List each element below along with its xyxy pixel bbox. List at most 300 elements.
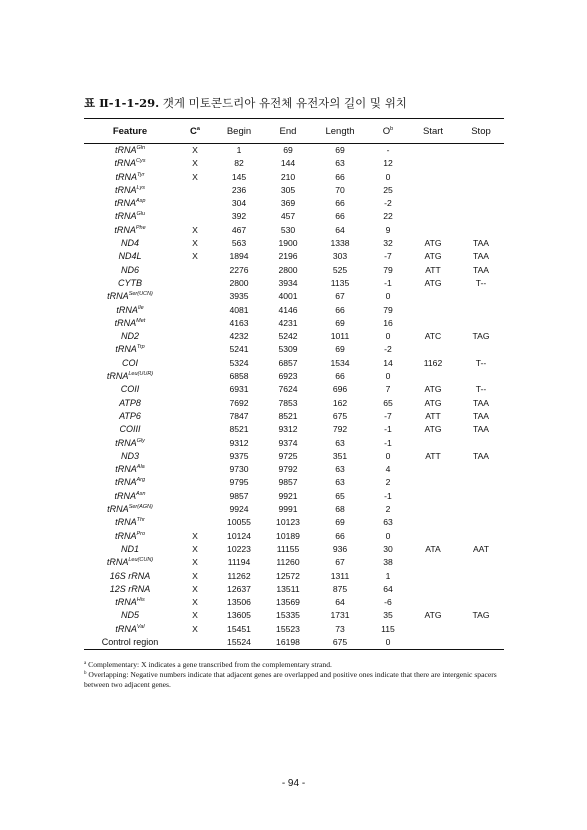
cell-length: 162 (332, 397, 348, 408)
cell-end: 144 (280, 158, 296, 169)
cell-end: 4001 (278, 291, 298, 302)
cell-stop (458, 184, 504, 197)
cell-stop (458, 636, 504, 649)
table-row (84, 184, 504, 197)
cell-o: -7 (384, 410, 392, 421)
cell-start (408, 596, 458, 609)
cell-length: 67 (335, 557, 345, 568)
table-row (84, 596, 504, 609)
cell-length: 936 (332, 543, 348, 554)
footnote-a: $^a$ Complementary: X indicates a gene transcribed from the complementary strand. (84, 660, 332, 669)
cell-stop (458, 583, 504, 596)
cell-begin: 145 (231, 171, 247, 182)
cell-start (408, 224, 458, 237)
cell-begin: 6858 (229, 371, 249, 382)
cell-c: X (192, 171, 198, 182)
cell-end: 10189 (276, 530, 300, 541)
cell-feature: Control region (101, 636, 159, 647)
header-end: End (279, 125, 297, 137)
cell-length: 65 (335, 490, 345, 501)
cell-o: -1 (384, 277, 392, 288)
table-body (84, 144, 504, 650)
cell-o: -2 (384, 198, 392, 209)
cell-c (176, 437, 214, 450)
cell-feature: 12S rRNA (109, 583, 151, 594)
cell-feature: tRNA$^{Gln}$ (84, 144, 176, 158)
cell-begin: 6931 (229, 384, 249, 395)
cell-o: 32 (383, 238, 393, 249)
cell-c (176, 370, 214, 383)
cell-o: 79 (383, 304, 393, 315)
cell-end: 305 (280, 184, 296, 195)
cell-length: 69 (335, 517, 345, 528)
cell-length: 69 (312, 144, 368, 158)
cell-begin: 563 (231, 238, 247, 249)
cell-stop (458, 596, 504, 609)
cell-end: 5242 (278, 331, 298, 342)
table-row (84, 330, 504, 343)
cell-c (176, 516, 214, 529)
cell-end: 10123 (276, 517, 300, 528)
cell-c (176, 343, 214, 356)
cell-c (176, 410, 214, 423)
footnote-b: $^b$ Overlapping: Negative numbers indicate that adjacent genes are overlapped and positive ones indicate that there are intergenic spacers between two adjacent genes. (84, 670, 497, 689)
cell-feature: tRNA$^{Gly}$ (115, 437, 145, 448)
cell-feature: COI (121, 357, 138, 368)
cell-begin: 9857 (229, 490, 249, 501)
table-row (84, 317, 504, 330)
cell-length: 675 (332, 636, 348, 647)
cell-stop: TAA (472, 450, 490, 461)
cell-stop (458, 290, 504, 303)
cell-feature: tRNA$^{Leu(CUN)}$ (106, 557, 154, 568)
cell-c: X (192, 557, 198, 568)
cell-c: X (192, 224, 198, 235)
cell-feature: tRNA$^{Ile}$ (116, 304, 144, 315)
cell-length: 66 (335, 198, 345, 209)
table-row (84, 556, 504, 569)
cell-feature: tRNA$^{Trp}$ (115, 344, 145, 355)
table-row (84, 410, 504, 423)
cell-length: 1731 (330, 610, 350, 621)
cell-start: ATA (425, 543, 441, 554)
cell-o: 79 (383, 264, 393, 275)
cell-length: 63 (335, 158, 345, 169)
cell-c (176, 210, 214, 223)
cell-o: 0 (385, 331, 391, 342)
cell-o: 38 (383, 557, 393, 568)
cell-length: 64 (335, 597, 345, 608)
table-caption (84, 95, 514, 111)
cell-begin: 10223 (227, 543, 251, 554)
cell-end: 3934 (278, 277, 298, 288)
cell-end: 8521 (278, 410, 298, 421)
table-footnotes (84, 660, 509, 690)
table-row (84, 490, 504, 503)
cell-stop: TAG (472, 610, 490, 621)
table-row (84, 476, 504, 489)
cell-c (176, 197, 214, 210)
cell-o: 0 (385, 291, 391, 302)
cell-stop: TAA (472, 251, 490, 262)
cell-start: ATC (424, 331, 442, 342)
cell-end: 13569 (276, 597, 300, 608)
table-row (84, 463, 504, 476)
cell-c: X (192, 251, 198, 262)
cell-begin: 1 (214, 144, 264, 158)
cell-feature: tRNA$^{Pro}$ (114, 530, 146, 541)
cell-end: 4146 (278, 304, 298, 315)
cell-o: 7 (385, 384, 391, 395)
cell-o: 63 (383, 517, 393, 528)
table-bottom-rule (84, 649, 504, 650)
cell-start (408, 636, 458, 649)
cell-length: 525 (332, 264, 348, 275)
cell-feature: ND4L (118, 251, 142, 262)
cell-begin: 4081 (229, 304, 249, 315)
cell-o: 4 (385, 464, 391, 475)
cell-end: 369 (280, 198, 296, 209)
cell-start: ATG (424, 610, 442, 621)
cell-length: 1011 (330, 331, 350, 342)
table-row (84, 264, 504, 277)
cell-feature: tRNA$^{Ala}$ (115, 464, 145, 475)
table-row (84, 543, 504, 556)
cell-length: 66 (335, 304, 345, 315)
cell-end: 6923 (278, 371, 298, 382)
table-row (84, 570, 504, 583)
cell-begin: 11194 (227, 557, 251, 568)
cell-o: 9 (385, 224, 391, 235)
table-row (84, 157, 504, 170)
cell-end: 2800 (278, 264, 298, 275)
cell-end: 530 (280, 224, 296, 235)
cell-begin: 1894 (229, 251, 249, 262)
cell-length: 875 (332, 583, 348, 594)
cell-c (176, 317, 214, 330)
table-row (84, 423, 504, 436)
cell-begin: 5324 (229, 357, 249, 368)
cell-length: 69 (335, 317, 345, 328)
cell-o: -1 (384, 490, 392, 501)
cell-stop (458, 503, 504, 516)
table-row (84, 530, 504, 543)
cell-o: 25 (383, 184, 393, 195)
table-row (84, 450, 504, 463)
cell-stop (458, 197, 504, 210)
cell-start (408, 157, 458, 170)
cell-c: X (192, 158, 198, 169)
cell-o: 0 (385, 450, 391, 461)
cell-start (408, 317, 458, 330)
cell-o: 30 (383, 543, 393, 554)
cell-stop: TAA (472, 264, 490, 275)
cell-begin: 9375 (229, 450, 249, 461)
cell-start: ATG (424, 384, 442, 395)
header-complement: $C^a$ (190, 125, 200, 137)
cell-feature: ATP6 (119, 410, 141, 421)
cell-end: 11260 (276, 557, 300, 568)
cell-start (408, 437, 458, 450)
cell-c (176, 423, 214, 436)
cell-start: ATG (424, 251, 442, 262)
cell-end: 15335 (276, 610, 300, 621)
cell-o: 14 (383, 357, 393, 368)
cell-o: 0 (385, 371, 391, 382)
cell-begin: 392 (231, 211, 247, 222)
cell-start: ATT (425, 410, 441, 421)
table-row (84, 210, 504, 223)
cell-feature: tRNA$^{Cys}$ (114, 158, 146, 169)
cell-stop: T-- (475, 277, 487, 288)
table-row (84, 370, 504, 383)
cell-o: 35 (383, 610, 393, 621)
cell-begin: 236 (231, 184, 247, 195)
cell-feature: ND1 (120, 543, 139, 554)
table-row (84, 503, 504, 516)
cell-begin: 12637 (227, 583, 251, 594)
cell-start (408, 476, 458, 489)
cell-stop: T-- (475, 384, 487, 395)
cell-start (408, 503, 458, 516)
cell-o: 0 (385, 636, 391, 647)
cell-stop (458, 210, 504, 223)
cell-length: 1311 (330, 570, 350, 581)
table-row (84, 623, 504, 636)
cell-length: 63 (335, 477, 345, 488)
cell-c: X (192, 623, 198, 634)
cell-stop: T-- (475, 357, 487, 368)
cell-start (408, 463, 458, 476)
cell-start (408, 583, 458, 596)
cell-c: X (192, 610, 198, 621)
cell-stop (458, 304, 504, 317)
cell-end: 69 (264, 144, 312, 158)
cell-end: 12572 (276, 570, 300, 581)
cell-start (408, 184, 458, 197)
cell-begin: 15451 (227, 623, 251, 634)
cell-stop (458, 623, 504, 636)
cell-c (176, 330, 214, 343)
cell-o: -7 (384, 251, 392, 262)
cell-begin: 3935 (229, 291, 249, 302)
cell-feature: ND4 (120, 238, 139, 249)
cell-stop (458, 157, 504, 170)
cell-feature: COIII (119, 424, 141, 435)
cell-start (408, 623, 458, 636)
cell-o: 2 (385, 477, 391, 488)
cell-begin: 15524 (227, 636, 251, 647)
cell-c: X (192, 583, 198, 594)
cell-stop (458, 463, 504, 476)
cell-begin: 9730 (229, 464, 249, 475)
cell-c (176, 490, 214, 503)
cell-start (408, 210, 458, 223)
cell-stop (458, 570, 504, 583)
cell-c: X (192, 530, 198, 541)
cell-stop: TAA (472, 238, 490, 249)
cell-end: 9921 (278, 490, 298, 501)
cell-length: 1135 (330, 277, 350, 288)
cell-end: 1900 (278, 238, 298, 249)
header-overlap: $O^b$ (382, 125, 394, 137)
cell-length: 66 (335, 371, 345, 382)
table-row (84, 609, 504, 622)
cell-start: ATG (424, 238, 442, 249)
cell-o: 2 (385, 504, 391, 515)
cell-c (176, 503, 214, 516)
gene-table (84, 119, 504, 649)
cell-begin: 9924 (229, 504, 249, 515)
cell-length: 66 (335, 211, 345, 222)
cell-begin: 7847 (229, 410, 249, 421)
table-row (84, 437, 504, 450)
table-title: 갯게 미토콘드리아 유전체 유전자의 길이 및 위치 (162, 96, 407, 110)
cell-stop (458, 171, 504, 184)
cell-length: 68 (335, 504, 345, 515)
cell-feature: tRNA$^{Met}$ (114, 317, 146, 328)
table-row (84, 583, 504, 596)
cell-start: ATT (425, 264, 441, 275)
cell-feature: CYTB (117, 277, 142, 288)
cell-start: ATT (425, 450, 441, 461)
cell-length: 303 (332, 251, 348, 262)
cell-end: 4231 (278, 317, 298, 328)
cell-end: 2196 (278, 251, 298, 262)
cell-c (176, 264, 214, 277)
cell-o: -1 (384, 437, 392, 448)
cell-feature: tRNA$^{Thr}$ (115, 517, 145, 528)
table-row (84, 636, 504, 649)
cell-c: X (176, 144, 214, 158)
cell-length: 351 (332, 450, 348, 461)
cell-length: 792 (332, 424, 348, 435)
table-row (84, 383, 504, 396)
cell-feature: ND5 (120, 610, 139, 621)
cell-end: 7853 (278, 397, 298, 408)
cell-length: 64 (335, 224, 345, 235)
cell-stop: TAG (472, 331, 490, 342)
cell-start: ATG (424, 277, 442, 288)
gene-table-container (84, 118, 504, 650)
cell-feature: tRNA$^{Ser(UCN)}$ (107, 291, 153, 302)
cell-length: 63 (335, 437, 345, 448)
cell-o: 65 (383, 397, 393, 408)
cell-length: 69 (335, 344, 345, 355)
cell-c (176, 476, 214, 489)
table-row (84, 224, 504, 237)
cell-feature: COII (120, 384, 140, 395)
cell-start (408, 197, 458, 210)
table-row (84, 144, 504, 158)
cell-length: 70 (335, 184, 345, 195)
cell-c (176, 357, 214, 370)
cell-length: 67 (335, 291, 345, 302)
cell-begin: 4232 (229, 331, 249, 342)
cell-o: 0 (385, 171, 391, 182)
cell-stop (458, 437, 504, 450)
cell-c (176, 277, 214, 290)
cell-stop: TAA (472, 397, 490, 408)
table-row (84, 197, 504, 210)
header-stop: Stop (471, 125, 491, 137)
table-number: 표 Ⅱ-1-1-29. (84, 96, 160, 110)
cell-end: 457 (280, 211, 296, 222)
cell-c: X (192, 543, 198, 554)
table-row (84, 277, 504, 290)
cell-feature: tRNA$^{His}$ (115, 597, 145, 608)
cell-o: 12 (383, 158, 393, 169)
cell-c (176, 636, 214, 649)
cell-c (176, 450, 214, 463)
header-length: Length (325, 125, 355, 137)
cell-length: 1534 (330, 357, 350, 368)
cell-stop: TAA (472, 410, 490, 421)
cell-c: X (192, 238, 198, 249)
cell-start (408, 290, 458, 303)
cell-stop (458, 144, 504, 158)
cell-stop (458, 343, 504, 356)
cell-begin: 8521 (229, 424, 249, 435)
cell-begin: 4163 (229, 317, 249, 328)
table-row (84, 304, 504, 317)
cell-start: ATG (424, 397, 442, 408)
cell-begin: 7692 (229, 397, 249, 408)
cell-start (408, 516, 458, 529)
cell-stop: AAT (472, 543, 490, 554)
cell-stop (458, 224, 504, 237)
cell-end: 5309 (278, 344, 298, 355)
cell-c (176, 304, 214, 317)
cell-end: 9857 (278, 477, 298, 488)
cell-start: 1162 (423, 357, 443, 368)
cell-end: 9312 (278, 424, 298, 435)
cell-c (176, 383, 214, 396)
cell-o: 64 (383, 583, 393, 594)
table-row (84, 237, 504, 250)
cell-feature: tRNA$^{Asn}$ (114, 490, 146, 501)
table-row (84, 250, 504, 263)
cell-start (408, 171, 458, 184)
cell-length: 675 (332, 410, 348, 421)
cell-stop (458, 370, 504, 383)
cell-stop (458, 556, 504, 569)
cell-length: 1338 (330, 238, 350, 249)
table-header-row (84, 119, 504, 144)
cell-stop (458, 516, 504, 529)
cell-stop (458, 317, 504, 330)
cell-start (408, 556, 458, 569)
cell-begin: 82 (234, 158, 244, 169)
cell-start (408, 490, 458, 503)
cell-feature: tRNA$^{Glu}$ (114, 211, 146, 222)
cell-c (176, 463, 214, 476)
cell-begin: 13506 (227, 597, 251, 608)
cell-feature: ATP8 (119, 397, 141, 408)
cell-end: 15523 (276, 623, 300, 634)
cell-feature: ND2 (120, 331, 139, 342)
cell-end: 7624 (278, 384, 298, 395)
table-row (84, 397, 504, 410)
cell-end: 210 (280, 171, 296, 182)
cell-c (176, 290, 214, 303)
cell-end: 9991 (278, 504, 298, 515)
cell-feature: 16S rRNA (109, 570, 151, 581)
cell-o: 1 (385, 570, 391, 581)
cell-end: 9725 (278, 450, 298, 461)
cell-o: -2 (384, 344, 392, 355)
cell-begin: 13605 (227, 610, 251, 621)
